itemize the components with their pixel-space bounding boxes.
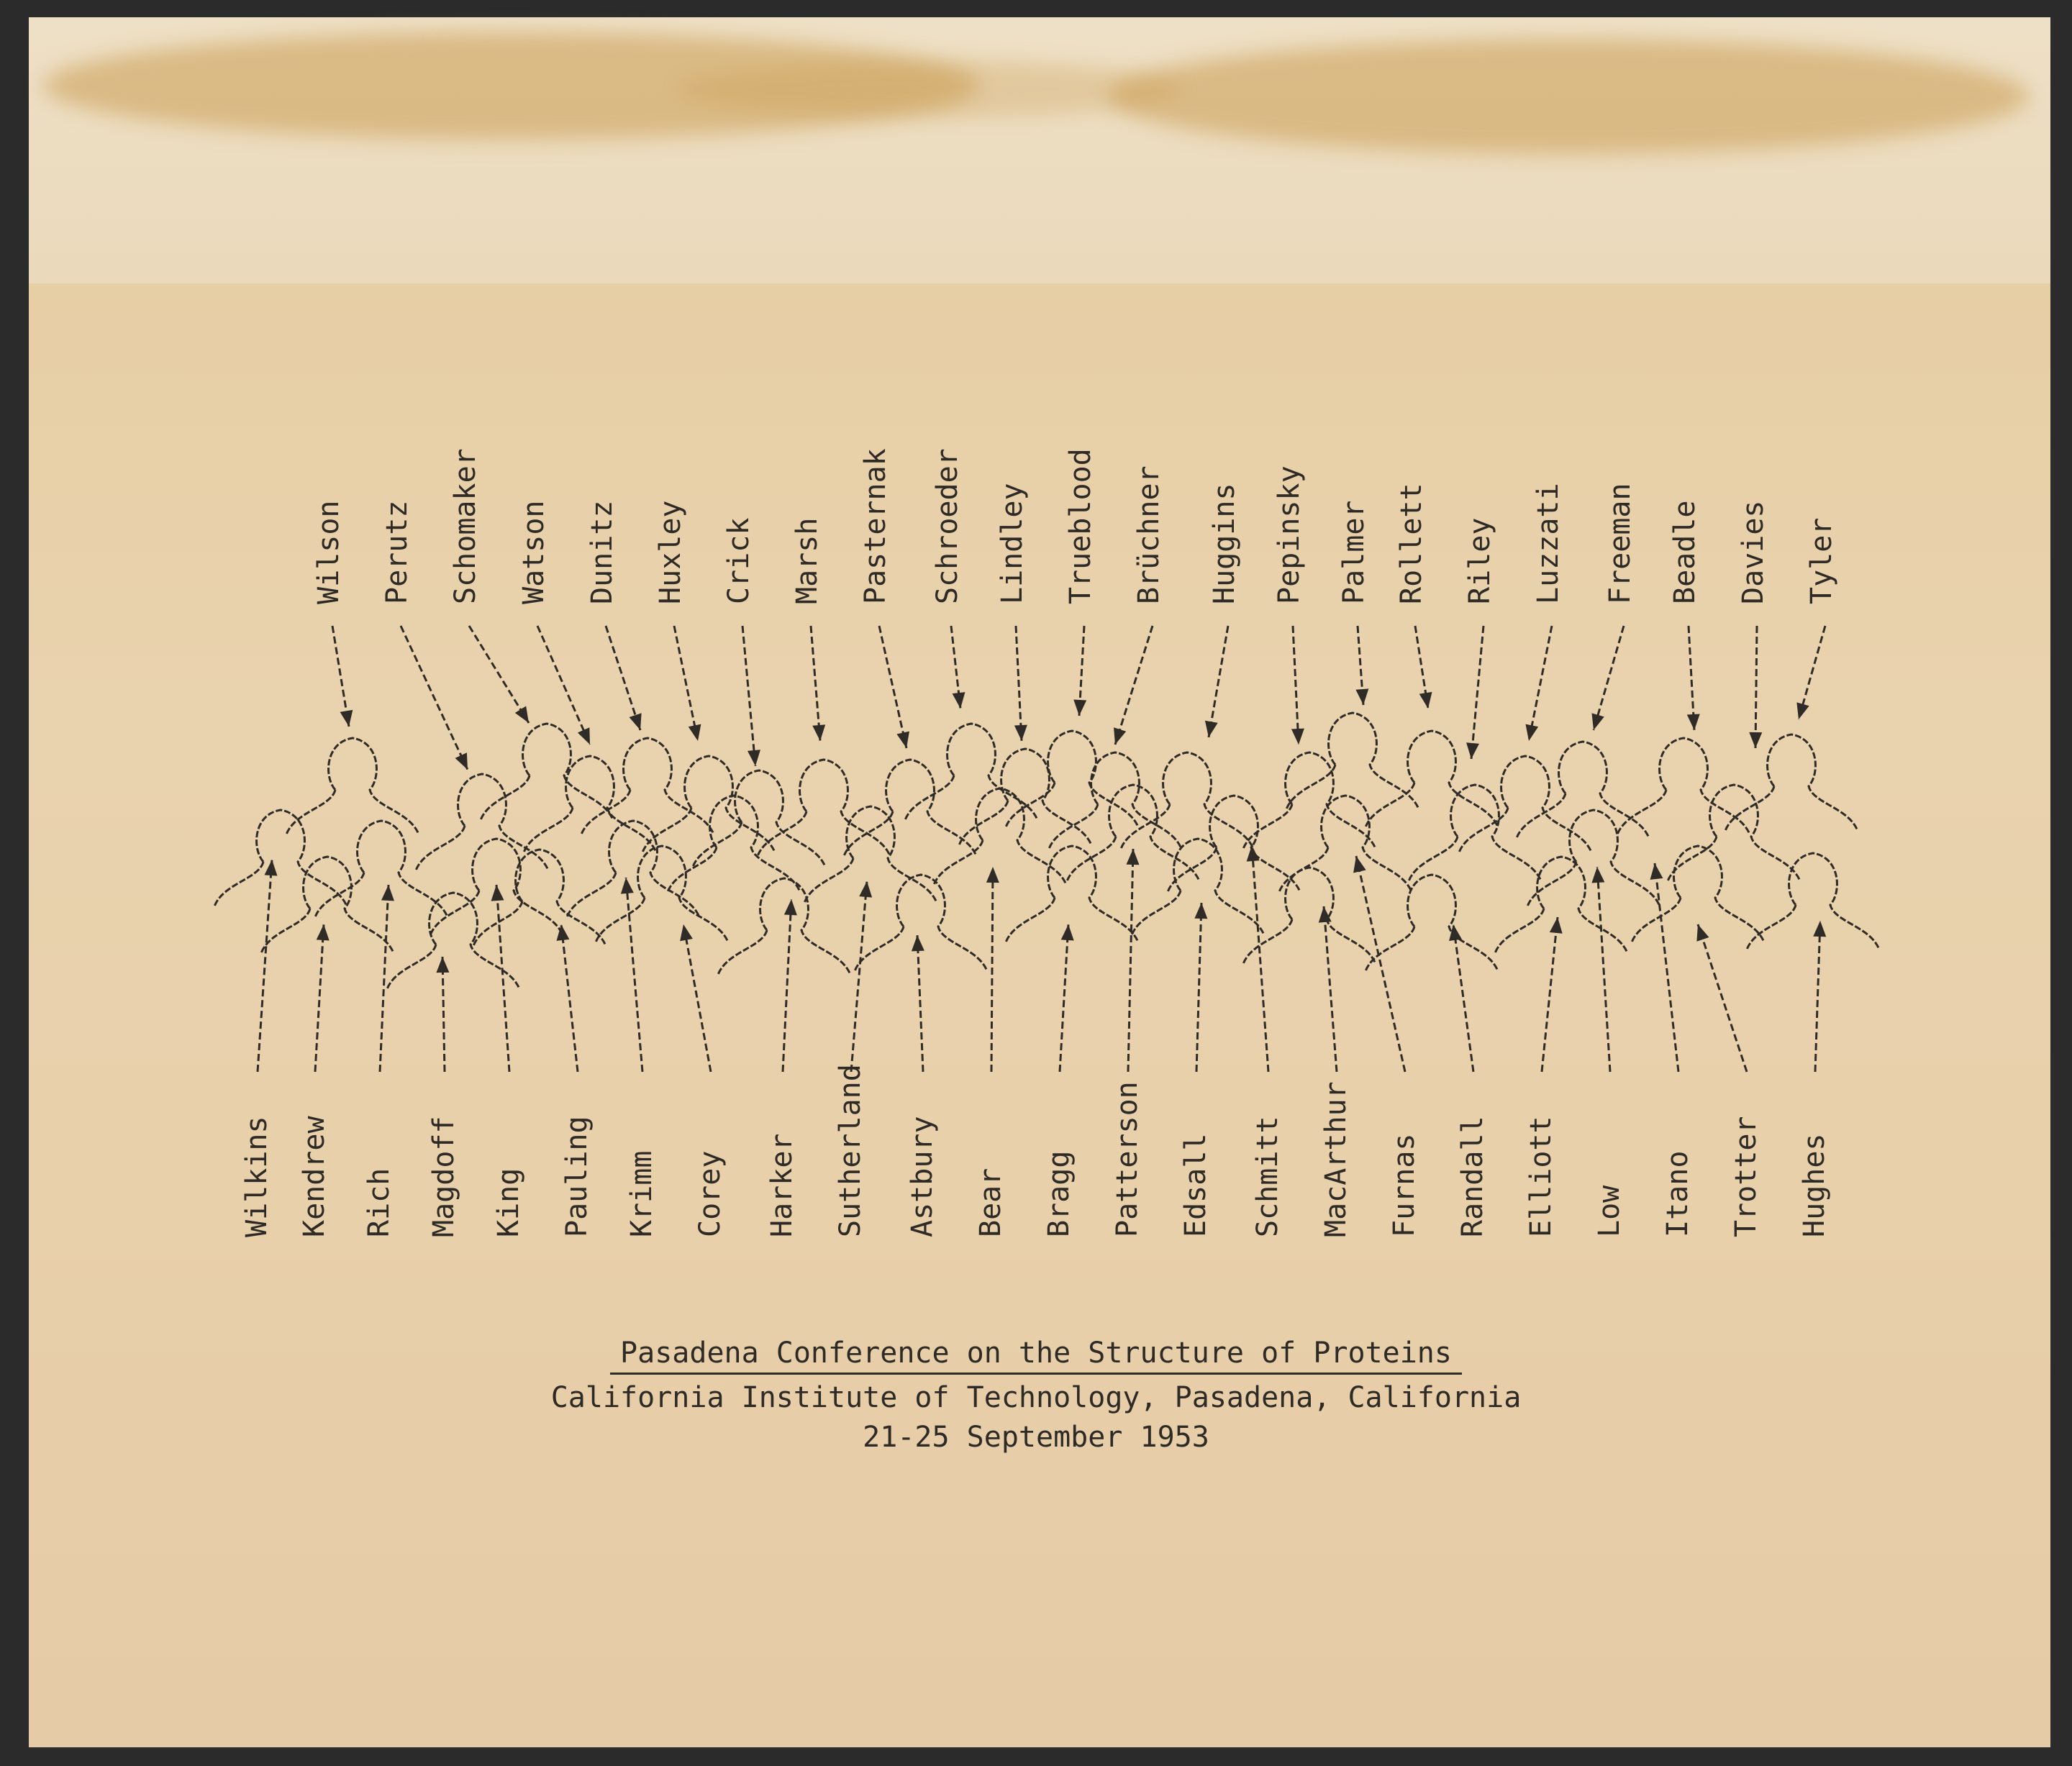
pointer-arrowhead — [317, 924, 330, 940]
person-silhouette — [1243, 868, 1376, 964]
pointer-arrow-line — [1597, 867, 1610, 1072]
bottom-name-label: Bragg — [1042, 1150, 1076, 1237]
top-name-label: Wilson — [312, 500, 345, 604]
pointer-arrowhead — [1650, 863, 1663, 880]
top-name-label: Tyler — [1805, 517, 1838, 604]
pointer-arrow-line — [537, 626, 590, 745]
bottom-name-label: Wilkins — [240, 1116, 273, 1237]
pointer-arrow-line — [742, 626, 755, 766]
bottom-name-label: Elliott — [1525, 1116, 1558, 1237]
bottom-name-label: Pauling — [560, 1116, 594, 1237]
pointer-arrow-line — [879, 626, 906, 748]
bottom-name-label: Randall — [1456, 1116, 1489, 1237]
pointer-arrowhead — [953, 692, 965, 709]
bottom-name-label: Trotter — [1730, 1116, 1763, 1237]
pointer-arrow-line — [1016, 626, 1022, 741]
pointer-arrow-line — [1196, 903, 1201, 1072]
bottom-name-label: Edsall — [1179, 1133, 1212, 1237]
person-silhouette — [758, 760, 890, 856]
person-silhouette — [581, 738, 714, 834]
person-silhouette — [567, 821, 699, 917]
pointer-arrow-line — [1815, 921, 1820, 1072]
pointer-arrow-line — [401, 626, 468, 770]
person-silhouette — [1366, 875, 1498, 971]
pointer-arrow-line — [1594, 626, 1624, 730]
pointer-arrow-line — [496, 885, 509, 1072]
pointer-arrowhead — [630, 713, 642, 730]
pointer-arrow-line — [469, 626, 529, 723]
top-name-label: Lindley — [996, 483, 1029, 604]
pointer-arrow-line — [606, 626, 640, 730]
bottom-name-label: Low — [1593, 1185, 1626, 1237]
pointer-arrowhead — [515, 706, 529, 723]
pointer-arrowhead — [1014, 725, 1027, 741]
pointer-arrow-line — [561, 924, 578, 1072]
person-silhouette — [524, 756, 656, 852]
top-name-label: Rollett — [1395, 483, 1428, 604]
pointer-arrowhead — [784, 899, 797, 915]
pointer-arrow-line — [683, 924, 711, 1072]
pointer-arrow-line — [1128, 849, 1133, 1072]
top-name-label: Schomaker — [449, 448, 482, 604]
bottom-name-label: Furnas — [1388, 1133, 1421, 1237]
bottom-name-label: Rich — [363, 1168, 396, 1237]
pointer-arrow-line — [380, 885, 388, 1072]
pointer-arrow-line — [1542, 917, 1558, 1072]
pointer-arrowhead — [1796, 702, 1809, 719]
person-silhouette — [1279, 796, 1412, 892]
pointer-arrow-line — [1356, 856, 1405, 1072]
pointer-arrow-line — [783, 899, 791, 1072]
bottom-name-label: Schmitt — [1251, 1116, 1284, 1237]
person-silhouette — [1168, 796, 1300, 892]
pointer-arrow-line — [1471, 626, 1483, 759]
pointer-arrow-line — [315, 924, 324, 1072]
person-silhouette — [1668, 785, 1800, 881]
person-silhouette — [1747, 853, 1879, 950]
bottom-name-label: MacArthur — [1319, 1081, 1353, 1237]
pointer-arrowhead — [557, 924, 570, 941]
pointer-arrowhead — [340, 710, 353, 727]
person-silhouette — [1243, 752, 1376, 849]
person-silhouette — [905, 724, 1037, 820]
pointer-arrowhead — [1114, 727, 1126, 745]
top-name-label: Crick — [722, 517, 755, 604]
pointer-arrow-line — [851, 881, 867, 1072]
person-silhouette — [959, 749, 1091, 845]
pointer-arrowhead — [491, 885, 504, 901]
pointer-arrowhead — [1247, 845, 1260, 862]
bottom-name-label: Astbury — [906, 1116, 939, 1237]
pointer-arrow-line — [1252, 845, 1268, 1072]
pointer-arrowhead — [265, 860, 278, 876]
top-name-label: Brüchner — [1132, 465, 1166, 604]
person-silhouette — [804, 806, 937, 903]
pointer-arrowhead — [1591, 713, 1604, 730]
bottom-name-label: Kendrew — [298, 1116, 331, 1237]
person-silhouette — [1121, 752, 1253, 849]
pointer-arrow-line — [917, 935, 923, 1072]
pointer-arrowhead — [1749, 732, 1762, 748]
pointer-arrow-line — [1529, 626, 1552, 741]
person-silhouette — [1725, 734, 1858, 831]
top-name-label: Perutz — [381, 500, 414, 604]
pointer-arrowhead — [1355, 688, 1368, 705]
bottom-name-label: Magdoff — [427, 1116, 460, 1237]
pointer-arrowhead — [1127, 849, 1140, 865]
pointer-arrow-line — [1324, 906, 1337, 1072]
person-silhouette — [214, 810, 347, 906]
bottom-name-label: Sutherland — [834, 1064, 867, 1237]
person-silhouette — [855, 875, 987, 971]
top-name-label: Huggins — [1208, 483, 1241, 604]
person-silhouette — [1132, 839, 1264, 935]
pointer-arrowhead — [1696, 924, 1709, 942]
pointer-arrow-line — [1115, 626, 1153, 745]
pointer-arrowhead — [621, 878, 634, 894]
top-name-label: Huxley — [654, 500, 687, 604]
pointer-arrowhead — [578, 727, 590, 745]
pointer-arrowhead — [455, 752, 468, 770]
person-silhouette — [1286, 713, 1419, 809]
pointer-arrowhead — [912, 935, 924, 951]
person-silhouette — [1459, 756, 1591, 852]
pointer-arrowhead — [1419, 692, 1432, 709]
pointer-arrow-line — [1655, 863, 1678, 1072]
pointer-arrowhead — [689, 724, 701, 741]
pointer-arrowhead — [1449, 924, 1462, 941]
person-silhouette — [1517, 742, 1649, 838]
pointer-arrow-line — [1060, 924, 1068, 1072]
pointer-arrow-line — [258, 860, 272, 1072]
top-name-label: Watson — [517, 500, 550, 604]
person-silhouette — [315, 821, 447, 917]
pointer-arrowhead — [1591, 867, 1604, 883]
pointer-arrow-line — [991, 867, 993, 1072]
pointer-arrow-line — [1698, 924, 1747, 1072]
top-name-label: Trueblood — [1064, 448, 1097, 604]
top-name-label: Pasternak — [859, 448, 892, 604]
pointer-arrowhead — [896, 732, 909, 748]
pointer-arrowhead — [986, 867, 999, 883]
pointer-arrowhead — [1073, 700, 1086, 716]
pointer-arrowhead — [748, 750, 760, 766]
pointer-arrow-line — [1209, 626, 1228, 737]
bottom-name-label: Hughes — [1798, 1133, 1831, 1237]
pointer-arrowhead — [1194, 903, 1207, 919]
pointer-arrowhead — [436, 957, 449, 973]
pointer-arrow-line — [1293, 626, 1299, 745]
pointer-arrow-line — [442, 957, 445, 1072]
bottom-name-label: Corey — [694, 1150, 727, 1237]
top-name-label: Riley — [1463, 517, 1496, 604]
bottom-name-label: Itano — [1661, 1150, 1694, 1237]
person-silhouette — [718, 878, 850, 975]
top-name-label: Luzzati — [1532, 483, 1565, 604]
pointer-arrow-line — [1755, 626, 1757, 748]
pointer-arrowhead — [1466, 742, 1479, 759]
caption-dates: 21-25 September 1953 — [863, 1421, 1209, 1454]
top-name-label: Schroeder — [931, 448, 964, 604]
top-name-label: Pepinsky — [1273, 465, 1306, 604]
pointer-arrowhead — [1061, 924, 1074, 940]
pointer-arrowhead — [680, 924, 693, 941]
pointer-arrowhead — [1525, 724, 1538, 741]
bottom-name-label: Harker — [765, 1133, 799, 1237]
pointer-arrow-line — [674, 626, 698, 741]
person-silhouette — [596, 846, 728, 942]
caption-institution: California Institute of Technology, Pasadena, California — [550, 1381, 1522, 1414]
top-name-labels — [312, 448, 1838, 604]
person-silhouette — [286, 738, 419, 834]
pointer-arrowhead — [381, 885, 394, 901]
person-silhouette — [416, 774, 548, 870]
bottom-name-label: Krimm — [625, 1150, 658, 1237]
bottom-name-label: Patterson — [1111, 1081, 1144, 1237]
top-name-label: Palmer — [1337, 500, 1371, 604]
bottom-name-labels — [240, 1064, 1831, 1237]
top-name-label: Dunitz — [586, 500, 619, 604]
person-silhouette — [481, 724, 613, 820]
person-silhouette — [1409, 785, 1541, 881]
bottom-name-label: Bear — [974, 1168, 1007, 1237]
pointer-arrowhead — [1813, 921, 1826, 937]
pointer-arrowhead — [1291, 729, 1304, 745]
pointer-arrowhead — [1205, 721, 1218, 737]
person-silhouette — [1006, 846, 1138, 942]
person-silhouette — [844, 760, 976, 856]
pointer-arrowhead — [859, 881, 872, 898]
pointer-arrowhead — [812, 724, 825, 741]
person-silhouette — [934, 788, 1066, 885]
person-silhouette — [1006, 731, 1138, 827]
caption-title: Pasadena Conference on the Structure of Proteins — [0, 1337, 2072, 1370]
person-silhouette — [1495, 857, 1627, 953]
pointer-arrow-line — [811, 626, 820, 741]
top-name-label: Beadle — [1668, 500, 1701, 604]
top-name-label: Freeman — [1604, 483, 1637, 604]
pointer-arrowhead — [1550, 917, 1563, 934]
pointer-arrowhead — [1353, 856, 1366, 873]
bottom-name-label: King — [492, 1168, 525, 1237]
top-name-label: Marsh — [791, 517, 824, 604]
top-name-label: Davies — [1737, 500, 1770, 604]
pointer-arrowhead — [1687, 714, 1700, 730]
